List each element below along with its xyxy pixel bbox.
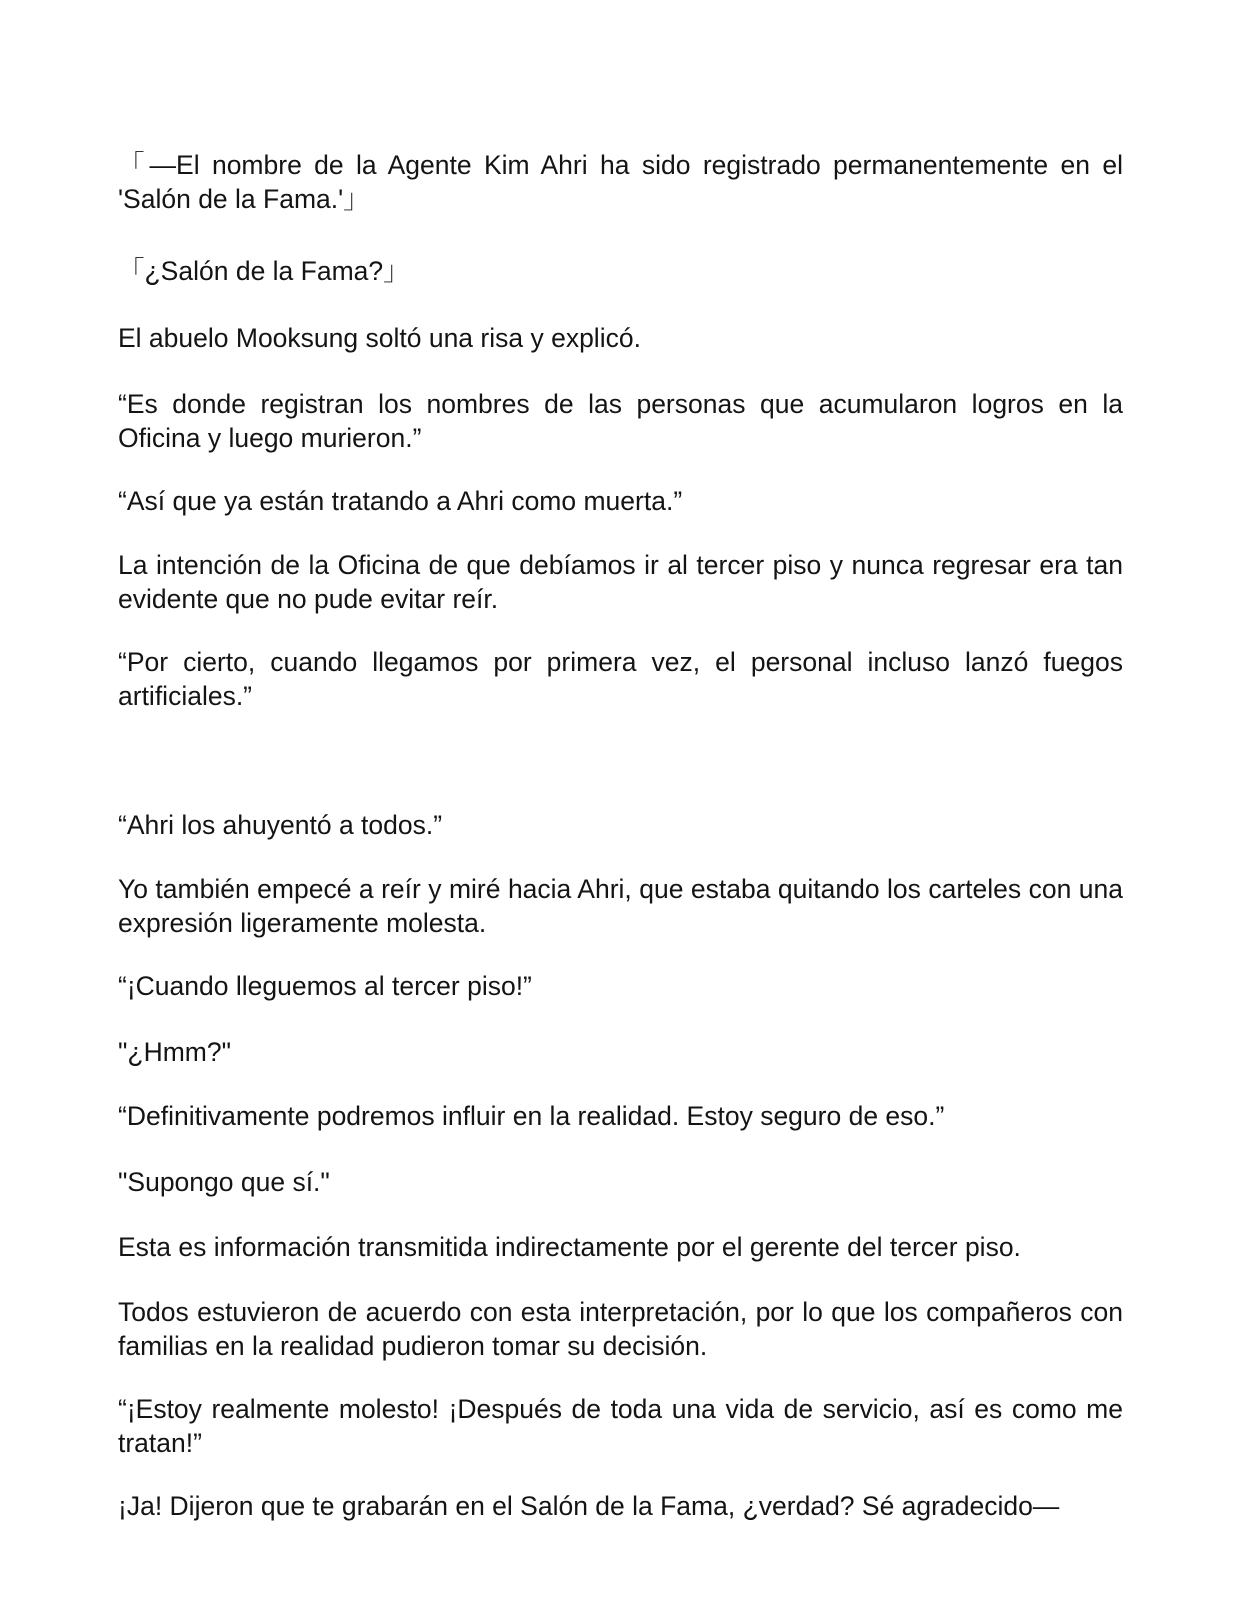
paragraph-hall-of-fame-announcement: 「—El nombre de la Agente Kim Ahri ha sido registrado permanentemente en el 'Salón de la Fama.'」 bbox=[118, 150, 1123, 214]
paragraph-fireworks: “Por cierto, cuando llegamos por primera vez, el personal incluso lanzó fuegos artificiales.” bbox=[118, 647, 1123, 711]
paragraph-explanation: “Es donde registran los nombres de las personas que acumularon logros en la Oficina y luego murieron.” bbox=[118, 389, 1123, 453]
paragraph-agreement: Todos estuvieron de acuerdo con esta interpretación, por lo que los compañeros con familias en la realidad pudieron tomar su decisión. bbox=[118, 1297, 1123, 1361]
paragraph-influence-reality: “Definitivamente podremos influir en la realidad. Estoy seguro de eso.” bbox=[118, 1101, 945, 1131]
paragraph-third-floor-exclaim: “¡Cuando lleguemos al tercer piso!” bbox=[118, 971, 532, 1001]
paragraph-grandpa-laughs: El abuelo Mooksung soltó una risa y explicó. bbox=[118, 323, 641, 353]
paragraph-hall-of-fame-question: 「¿Salón de la Fama?」 bbox=[118, 256, 410, 286]
paragraph-suppose-so: "Supongo que sí." bbox=[118, 1167, 330, 1197]
paragraph-really-annoyed: “¡Estoy realmente molesto! ¡Después de toda una vida de servicio, así es como me tratan!” bbox=[118, 1394, 1123, 1458]
paragraph-hmm: "¿Hmm?" bbox=[118, 1037, 232, 1067]
paragraph-manager-info: Esta es información transmitida indirectamente por el gerente del tercer piso. bbox=[118, 1232, 1021, 1262]
paragraph-treated-as-dead: “Así que ya están tratando a Ahri como muerta.” bbox=[118, 486, 683, 516]
paragraph-be-grateful: ¡Ja! Dijeron que te grabarán en el Salón de la Fama, ¿verdad? Sé agradecido— bbox=[118, 1491, 1060, 1521]
paragraph-office-intention: La intención de la Oficina de que debíamos ir al tercer piso y nunca regresar era tan evidente que no pude evitar reír. bbox=[118, 550, 1123, 614]
paragraph-removing-posters: Yo también empecé a reír y miré hacia Ahri, que estaba quitando los carteles con una expresión ligeramente molesta. bbox=[118, 874, 1123, 938]
paragraph-ahri-chased-away: “Ahri los ahuyentó a todos.” bbox=[118, 810, 443, 840]
